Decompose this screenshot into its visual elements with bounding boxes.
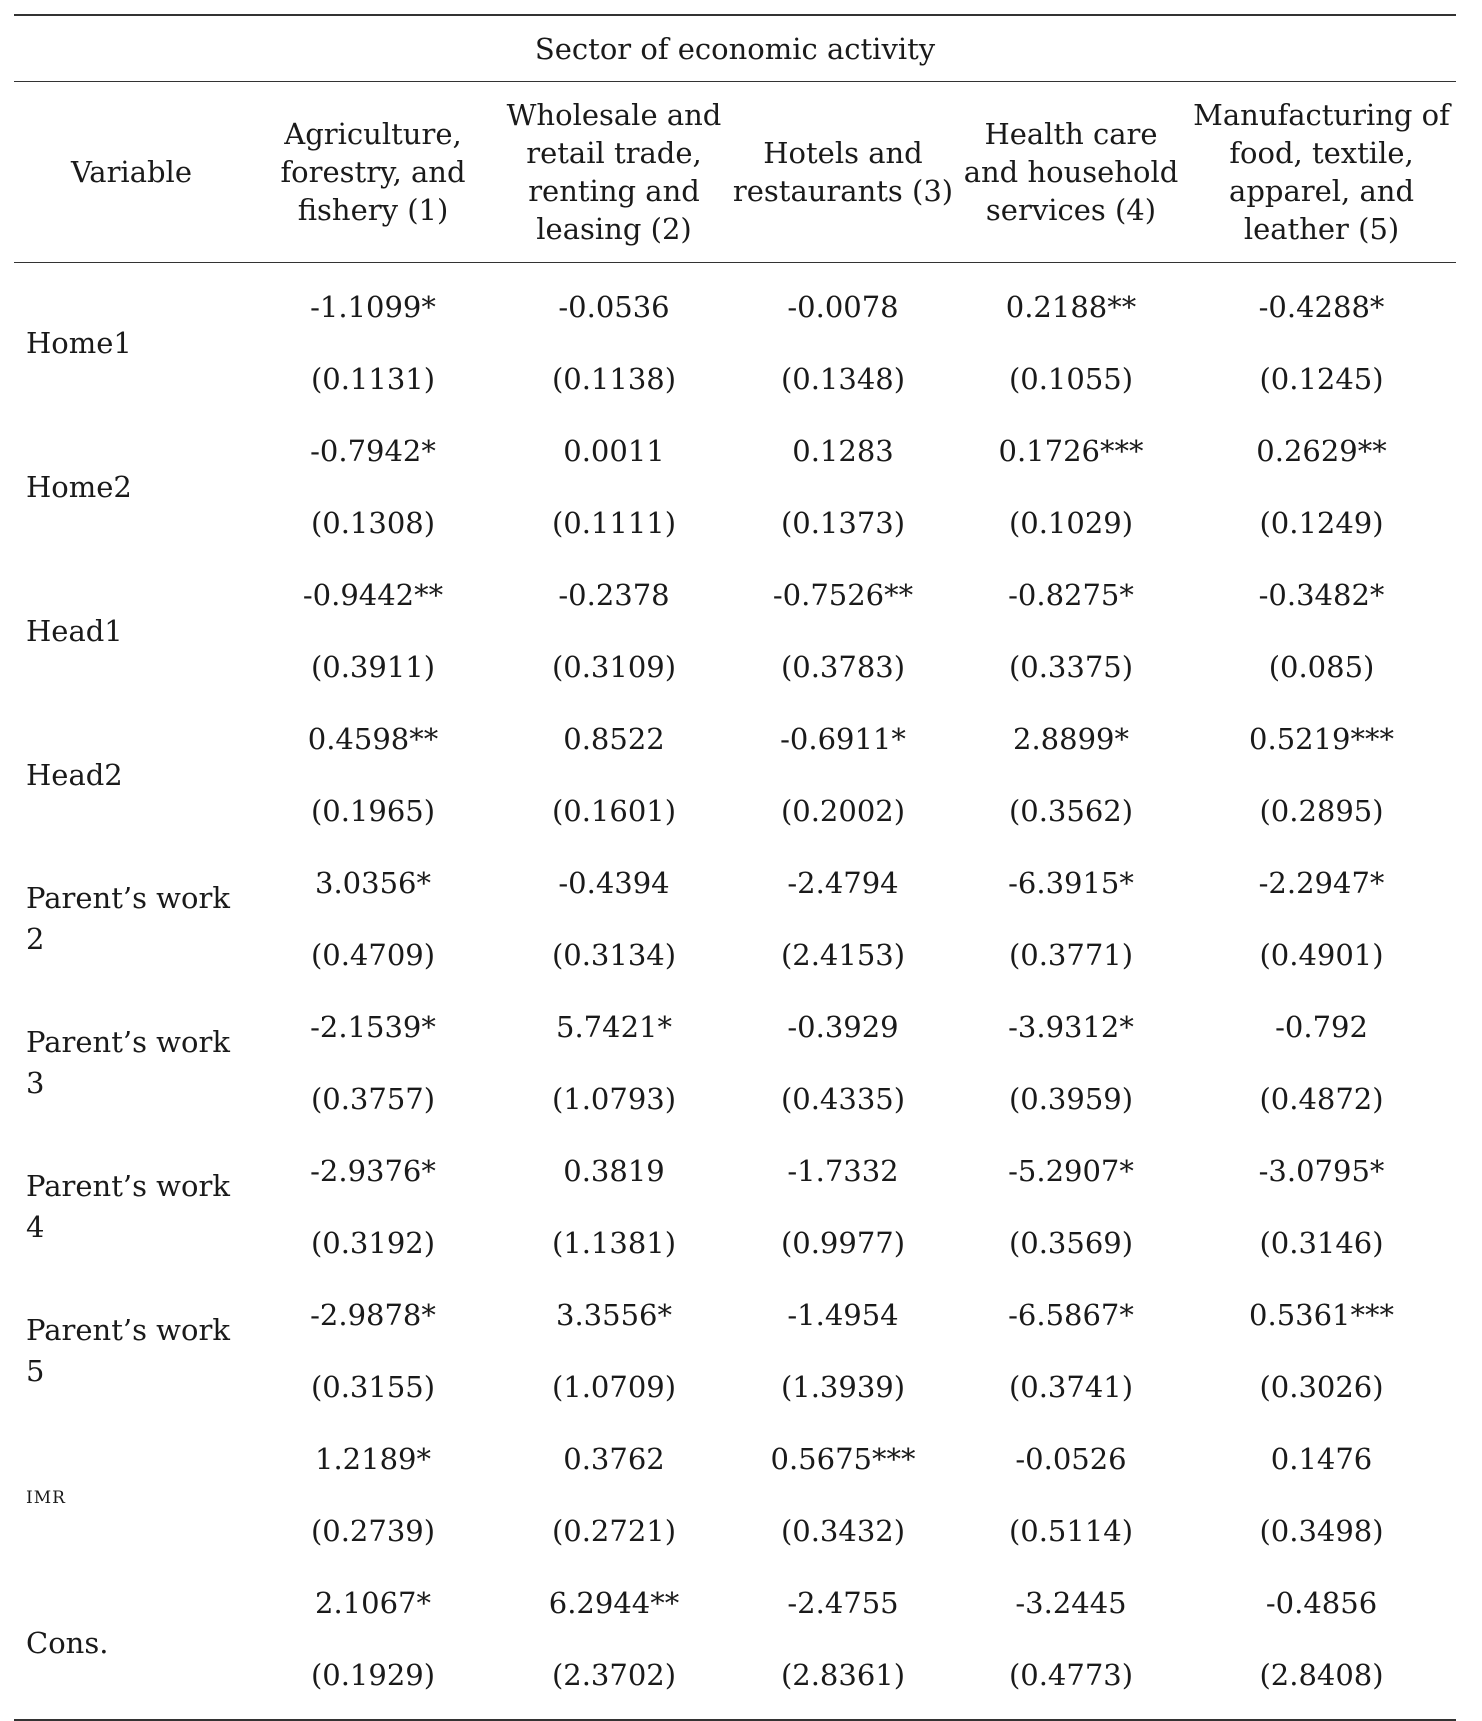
standard-error-cell: (0.2721) (551, 1514, 677, 1548)
standard-error-cell: (0.5114) (1008, 1514, 1134, 1548)
coefficient-cell: 0.8522 (563, 722, 665, 756)
coefficient-cell: 0.3819 (563, 1154, 665, 1188)
standard-error-cell: (0.1308) (310, 506, 436, 540)
coefficient-cell: 5.7421* (556, 1010, 672, 1044)
standard-error-cell: (1.3939) (780, 1370, 906, 1404)
table-row (14, 1135, 1456, 1207)
table-row (14, 847, 1456, 919)
table-row (14, 991, 1456, 1063)
standard-error-cell: (0.1111) (551, 506, 677, 540)
coefficient-cell: -0.7526** (772, 578, 914, 612)
standard-error-cell: (0.2895) (1259, 794, 1384, 828)
standard-error-cell: (2.8361) (780, 1658, 906, 1692)
coefficient-cell: -0.0536 (558, 290, 670, 324)
column-header-variable: Variable (71, 155, 192, 189)
column-header-health: Health care and household services (4) (963, 117, 1179, 227)
variable-label: Parent’s work 5 (26, 1313, 230, 1388)
standard-error-cell: (0.4335) (780, 1082, 906, 1116)
coefficient-cell: -0.8275* (1008, 578, 1134, 612)
coefficient-cell: 3.3556* (556, 1298, 672, 1332)
standard-error-cell: (0.2002) (780, 794, 906, 828)
coefficient-cell: -3.9312* (1008, 1010, 1134, 1044)
coefficient-cell: -1.4954 (787, 1298, 899, 1332)
standard-error-cell: (0.3783) (780, 650, 906, 684)
standard-error-cell: (1.0793) (551, 1082, 677, 1116)
variable-label: Home1 (26, 325, 132, 360)
coefficient-cell: -0.7942* (310, 434, 436, 468)
table-row (14, 1567, 1456, 1639)
coefficient-cell: 1.2189* (315, 1442, 431, 1476)
standard-error-cell: (0.3498) (1259, 1514, 1384, 1548)
variable-label: Parent’s work 2 (26, 881, 230, 956)
coefficient-cell: 0.4598** (307, 722, 439, 756)
coefficient-cell: 0.1476 (1270, 1442, 1373, 1476)
coefficient-cell: -0.0526 (1015, 1442, 1127, 1476)
standard-error-cell: (0.1601) (551, 794, 677, 828)
standard-error-cell: (0.3192) (310, 1226, 436, 1260)
regression-table-container (14, 14, 1456, 1721)
standard-error-cell: (0.3569) (1008, 1226, 1134, 1260)
coefficient-cell: -6.5867* (1008, 1298, 1134, 1332)
coefficient-cell: 0.2629** (1256, 434, 1387, 468)
coefficient-cell: -3.0795* (1258, 1154, 1385, 1188)
coefficient-cell: 0.5675*** (770, 1442, 916, 1476)
coefficient-cell: -0.4856 (1265, 1586, 1378, 1620)
coefficient-cell: -0.6911* (780, 722, 906, 756)
coefficient-cell: -6.3915* (1008, 866, 1134, 900)
coefficient-cell: 2.8899* (1013, 722, 1129, 756)
coefficient-cell: -0.4394 (558, 866, 670, 900)
standard-error-cell: (0.3026) (1259, 1370, 1384, 1404)
standard-error-cell: (0.3741) (1008, 1370, 1134, 1404)
coefficient-cell: 0.5361*** (1249, 1298, 1395, 1332)
coefficient-cell: 0.5219*** (1249, 722, 1395, 756)
standard-error-cell: (0.3146) (1259, 1226, 1384, 1260)
coefficient-cell: -2.2947* (1258, 866, 1385, 900)
standard-error-cell: (0.085) (1268, 650, 1375, 684)
standard-error-cell: (0.1249) (1259, 506, 1384, 540)
regression-table (14, 14, 1456, 1721)
standard-error-cell: (0.9977) (780, 1226, 906, 1260)
coefficient-cell: 0.1283 (792, 434, 894, 468)
variable-label: Parent’s work 4 (26, 1169, 230, 1244)
standard-error-cell: (0.1373) (780, 506, 906, 540)
standard-error-cell: (0.3562) (1008, 794, 1134, 828)
table-body (14, 263, 1456, 1721)
standard-error-cell: (0.4773) (1008, 1658, 1134, 1692)
standard-error-cell: (0.4901) (1259, 938, 1384, 972)
column-header-hotels: Hotels and restaurants (3) (732, 136, 954, 208)
standard-error-cell: (2.4153) (780, 938, 906, 972)
column-header-agriculture: Agriculture, forestry, and fishery (1) (280, 117, 466, 227)
coefficient-cell: -0.792 (1275, 1010, 1368, 1044)
standard-error-cell: (2.3702) (551, 1658, 677, 1692)
standard-error-cell: (0.3375) (1008, 650, 1134, 684)
standard-error-cell: (0.3959) (1008, 1082, 1134, 1116)
standard-error-cell: (1.1381) (551, 1226, 677, 1260)
coefficient-cell: -0.9442** (302, 578, 444, 612)
variable-label: Home2 (26, 469, 132, 504)
coefficient-cell: -2.1539* (310, 1010, 436, 1044)
column-header-manufacturing: Manufacturing of food, textile, apparel, and leather (5) (1193, 98, 1450, 246)
standard-error-cell: (0.1965) (310, 794, 436, 828)
table-row (14, 263, 1456, 344)
coefficient-cell: -0.0078 (787, 290, 899, 324)
group-header-row (14, 15, 1456, 82)
coefficient-cell: -0.3929 (787, 1010, 899, 1044)
standard-error-cell: (0.4872) (1259, 1082, 1384, 1116)
standard-error-cell: (0.1029) (1008, 506, 1134, 540)
standard-error-cell: (0.1245) (1259, 362, 1384, 396)
standard-error-cell: (0.3109) (551, 650, 677, 684)
standard-error-cell: (0.1348) (780, 362, 906, 396)
standard-error-cell: (0.3911) (310, 650, 436, 684)
coefficient-cell: -2.4755 (787, 1586, 899, 1620)
variable-label: Head1 (26, 613, 123, 648)
coefficient-cell: -3.2445 (1015, 1586, 1127, 1620)
table-row (14, 559, 1456, 631)
coefficient-cell: -0.2378 (558, 578, 670, 612)
table-row (14, 1423, 1456, 1495)
coefficient-cell: -1.7332 (787, 1154, 899, 1188)
standard-error-cell: (0.3757) (310, 1082, 436, 1116)
table-row (14, 703, 1456, 775)
coefficient-cell: -0.4288* (1258, 290, 1385, 324)
column-header-row (14, 82, 1456, 263)
coefficient-cell: 2.1067* (315, 1586, 431, 1620)
standard-error-cell: (0.3771) (1008, 938, 1134, 972)
coefficient-cell: 0.0011 (563, 434, 665, 468)
standard-error-cell: (0.3432) (780, 1514, 906, 1548)
standard-error-cell: (0.1138) (551, 362, 677, 396)
coefficient-cell: 0.3762 (563, 1442, 665, 1476)
coefficient-cell: -2.4794 (787, 866, 899, 900)
column-header-wholesale: Wholesale and retail trade, renting and leasing (2) (506, 98, 722, 246)
coefficient-cell: -0.3482* (1258, 578, 1385, 612)
standard-error-cell: (2.8408) (1259, 1658, 1384, 1692)
group-header: Sector of economic activity (534, 31, 936, 66)
variable-label: Cons. (26, 1625, 109, 1660)
coefficient-cell: -1.1099* (310, 290, 436, 324)
variable-label: imr (26, 1480, 66, 1509)
standard-error-cell: (0.1131) (310, 362, 436, 396)
coefficient-cell: 6.2944** (548, 1586, 680, 1620)
coefficient-cell: 0.2188** (1005, 290, 1137, 324)
variable-label: Parent’s work 3 (26, 1025, 230, 1100)
coefficient-cell: 3.0356* (315, 866, 431, 900)
standard-error-cell: (0.3134) (551, 938, 677, 972)
standard-error-cell: (0.4709) (310, 938, 436, 972)
coefficient-cell: 0.1726*** (998, 434, 1144, 468)
standard-error-cell: (0.3155) (310, 1370, 436, 1404)
standard-error-cell: (0.1929) (310, 1658, 436, 1692)
standard-error-cell: (0.1055) (1008, 362, 1134, 396)
coefficient-cell: -2.9376* (310, 1154, 436, 1188)
coefficient-cell: -5.2907* (1008, 1154, 1134, 1188)
coefficient-cell: -2.9878* (310, 1298, 436, 1332)
table-row (14, 1279, 1456, 1351)
standard-error-cell: (0.2739) (310, 1514, 436, 1548)
variable-label: Head2 (26, 757, 123, 792)
standard-error-cell: (1.0709) (551, 1370, 677, 1404)
table-row (14, 415, 1456, 487)
